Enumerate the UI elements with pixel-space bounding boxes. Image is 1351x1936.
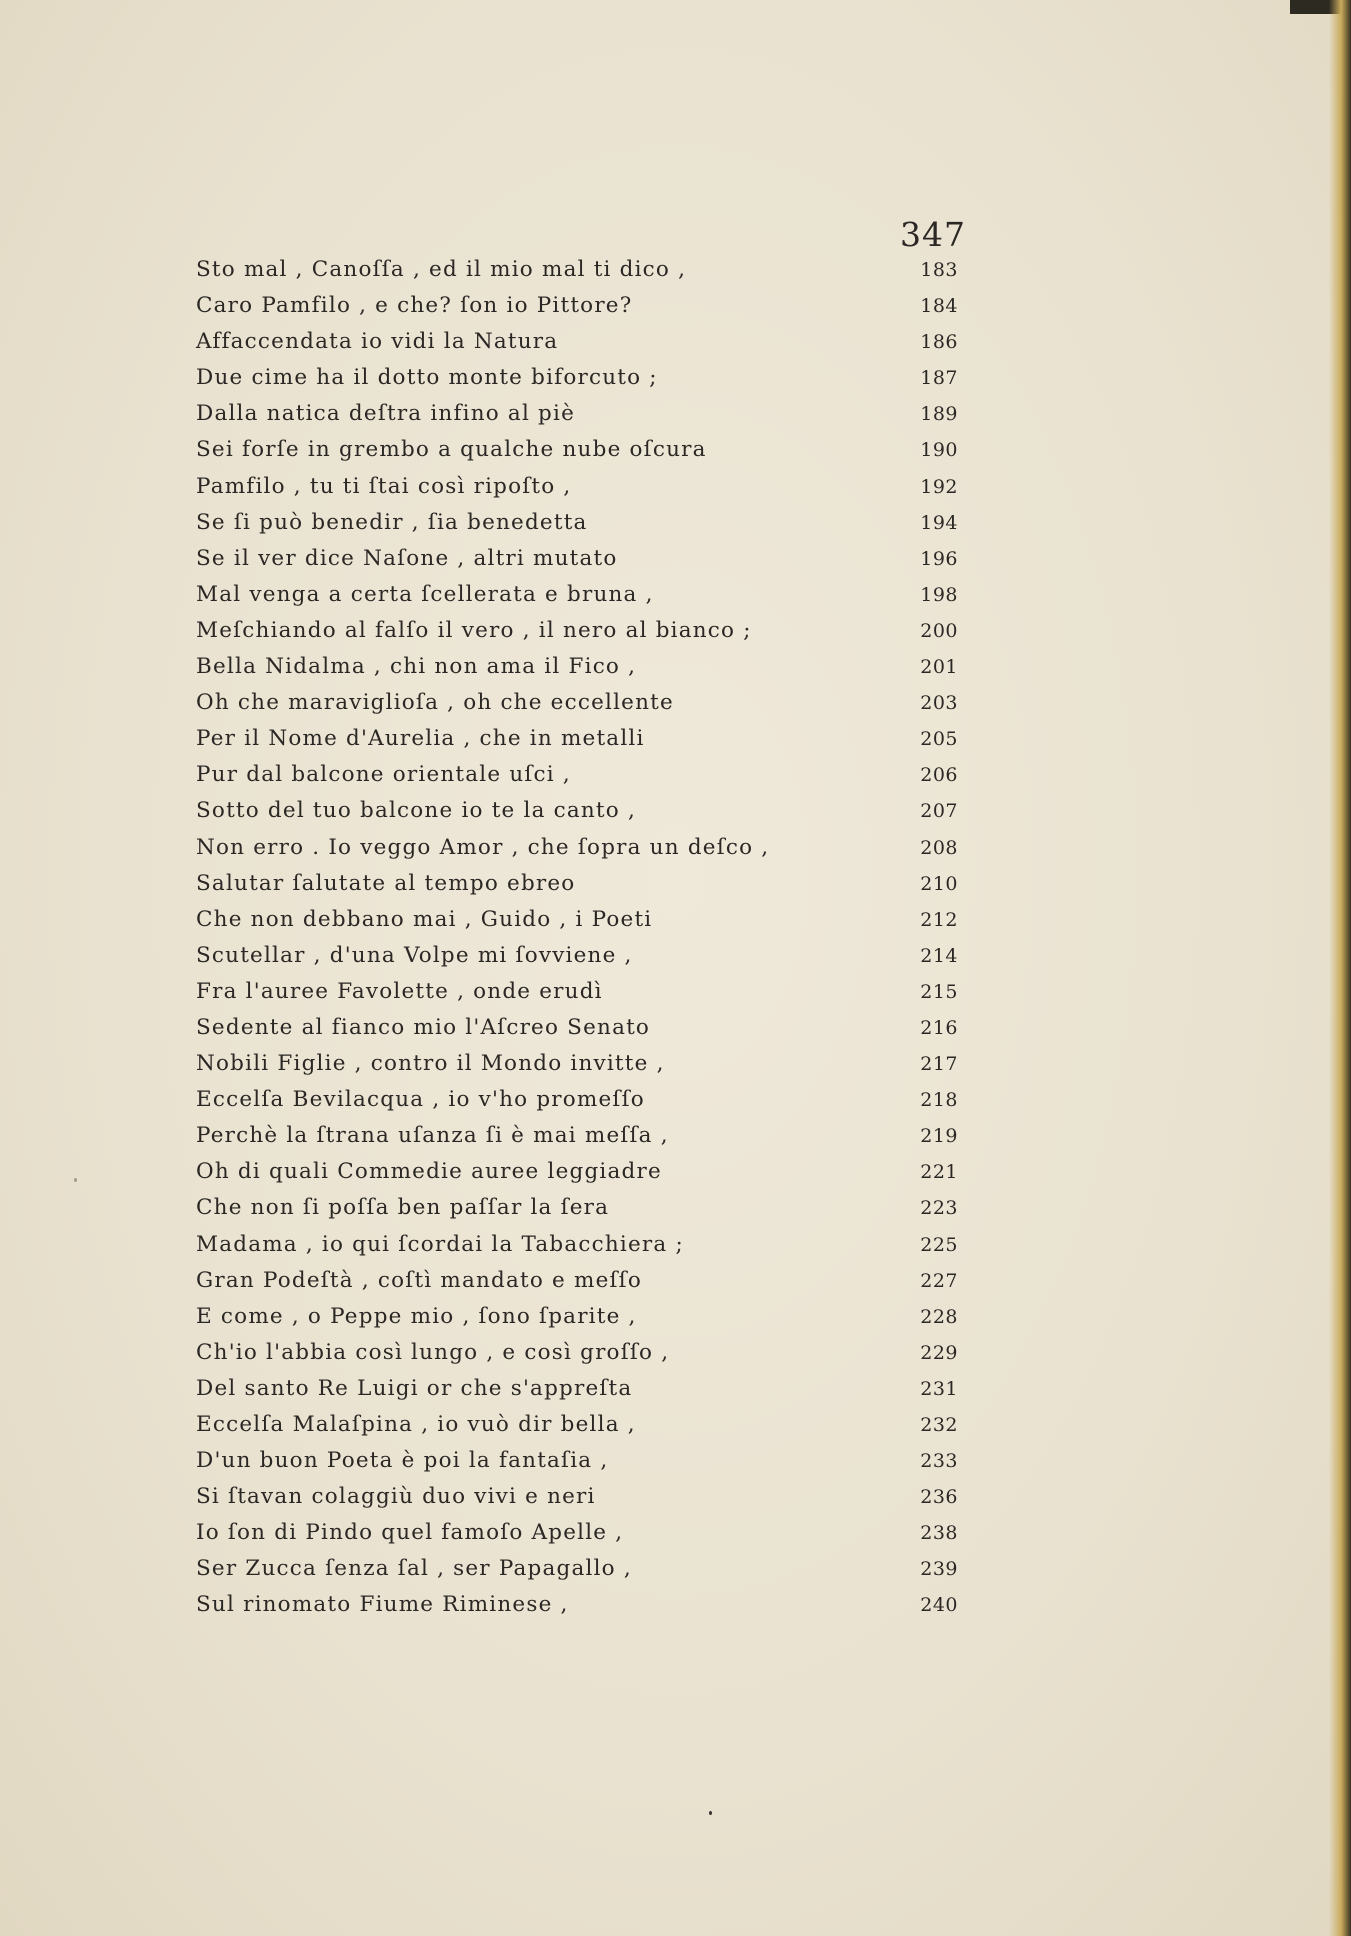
index-entry <box>196 257 958 293</box>
entry-page-number: 219 <box>920 1125 958 1148</box>
index-entry <box>196 293 958 329</box>
entry-first-line: Sedente al fianco mio l'Aſcreo Senato <box>196 1014 651 1040</box>
entry-page-number: 231 <box>920 1377 958 1400</box>
entry-first-line: Caro Pamfilo , e che? ſon io Pittore? <box>196 293 633 319</box>
entry-first-line: Se ſi può benedir , ſia benedetta <box>196 509 588 535</box>
entry-first-line: Sul rinomato Fiume Riminese , <box>196 1592 569 1618</box>
index-entry <box>196 690 958 726</box>
entry-first-line: Fra l'auree Favolette , onde erudì <box>196 978 603 1004</box>
index-entry <box>196 1520 958 1556</box>
entry-page-number: 228 <box>920 1305 958 1328</box>
index-entry <box>196 437 958 473</box>
index-entry <box>196 510 958 546</box>
index-entry <box>196 762 958 798</box>
index-entry <box>196 654 958 690</box>
index-entry <box>196 943 958 979</box>
entry-first-line: Affaccendata io vidi la Natura <box>196 329 559 355</box>
entry-page-number: 198 <box>920 583 958 606</box>
index-entry <box>196 1232 958 1268</box>
entry-page-number: 217 <box>920 1053 958 1076</box>
index-entry <box>196 726 958 762</box>
entry-first-line: Scutellar , d'una Volpe mi ſovviene , <box>196 942 633 968</box>
index-entry <box>196 1123 958 1159</box>
index-entry <box>196 907 958 943</box>
entry-first-line: Oh di quali Commedie auree leggiadre <box>196 1159 662 1185</box>
index-entry <box>196 365 958 401</box>
entry-page-number: 239 <box>920 1558 958 1581</box>
index-entry <box>196 871 958 907</box>
entry-page-number: 232 <box>920 1414 958 1436</box>
entry-page-number: 218 <box>920 1089 958 1112</box>
entry-page-number: 229 <box>920 1341 958 1364</box>
entry-first-line: D'un buon Poeta è poi la fantaſia , <box>196 1448 609 1474</box>
entry-page-number: 208 <box>920 836 958 859</box>
page-edge-right <box>1329 0 1351 1936</box>
index-entry <box>196 1484 958 1520</box>
entry-page-number: 238 <box>920 1522 958 1545</box>
entry-page-number: 212 <box>920 908 958 931</box>
entry-first-line: Ser Zucca ſenza ſal , ser Papagallo , <box>196 1556 632 1582</box>
entry-first-line: Gran Podeſtà , coſtì mandato e meſſo <box>196 1267 642 1293</box>
index-entry <box>196 401 958 437</box>
page-number: 347 <box>900 215 966 254</box>
entry-first-line: Pur dal balcone orientale uſci , <box>196 762 571 788</box>
index-entry <box>196 1376 958 1412</box>
index-entry <box>196 582 958 618</box>
entry-first-line: Io ſon di Pindo quel famoſo Apelle , <box>196 1520 624 1546</box>
index-entry <box>196 1592 958 1628</box>
entry-first-line: Per il Nome d'Aurelia , che in metalli <box>196 726 645 752</box>
entry-first-line: Se il ver dice Naſone , altri mutato <box>196 545 618 571</box>
entry-first-line: Sto mal , Canoſſa , ed il mio mal ti dico , <box>196 257 687 282</box>
index-entry <box>196 1340 958 1376</box>
entry-first-line: Due cime ha il dotto monte biforcuto ; <box>196 365 658 391</box>
entry-page-number: 205 <box>920 728 958 751</box>
entry-first-line: Si ſtavan colaggiù duo vivi e neri <box>196 1484 596 1510</box>
entry-first-line: Non erro . Io veggo Amor , che ſopra un deſco , <box>196 834 770 860</box>
entry-first-line: Pamfilo , tu ti ſtai così ripoſto , <box>196 473 572 499</box>
entry-page-number: 203 <box>920 692 958 715</box>
entry-first-line: Eccelſa Malaſpina , io vuò dir bella , <box>196 1412 636 1437</box>
index-entry <box>196 1159 958 1195</box>
entry-page-number: 196 <box>920 547 958 570</box>
entry-first-line: Sei forſe in grembo a qualche nube oſcura <box>196 437 707 463</box>
entry-page-number: 207 <box>920 800 958 823</box>
entry-page-number: 187 <box>920 367 958 390</box>
entry-page-number: 184 <box>920 295 958 318</box>
entry-page-number: 221 <box>920 1161 958 1184</box>
index-of-first-lines <box>196 257 958 1629</box>
index-entry <box>196 618 958 654</box>
index-entry <box>196 329 958 365</box>
ink-speck <box>74 1178 77 1182</box>
entry-first-line: Del santo Re Luigi or che s'appreſta <box>196 1375 633 1401</box>
entry-page-number: 214 <box>920 944 958 967</box>
entry-first-line: Che non debbano mai , Guido , i Poeti <box>196 906 653 932</box>
entry-page-number: 236 <box>920 1486 958 1509</box>
entry-page-number: 194 <box>920 511 958 534</box>
entry-page-number: 215 <box>920 980 958 1003</box>
entry-page-number: 216 <box>920 1016 958 1039</box>
entry-page-number: 201 <box>920 656 958 679</box>
index-entry <box>196 1448 958 1484</box>
index-entry <box>196 1268 958 1304</box>
index-entry <box>196 474 958 510</box>
entry-first-line: Oh che maraviglioſa , oh che eccellente <box>196 690 674 716</box>
entry-page-number: 206 <box>920 764 958 787</box>
entry-first-line: E come , o Peppe mio , ſono ſparite , <box>196 1303 637 1329</box>
index-entry <box>196 546 958 582</box>
entry-page-number: 189 <box>920 403 958 426</box>
index-entry <box>196 798 958 834</box>
entry-first-line: Ch'io l'abbia così lungo , e così groſſo , <box>196 1339 670 1365</box>
entry-page-number: 227 <box>920 1269 958 1292</box>
entry-first-line: Dalla natica deſtra infino al piè <box>196 401 576 427</box>
index-entry <box>196 1015 958 1051</box>
index-entry <box>196 1556 958 1592</box>
entry-first-line: Sotto del tuo balcone io te la canto , <box>196 798 636 824</box>
entry-page-number: 186 <box>920 331 958 354</box>
entry-first-line: Che non ſi poſſa ben paſſar la ſera <box>196 1195 610 1221</box>
entry-first-line: Bella Nidalma , chi non ama il Fico , <box>196 654 637 680</box>
entry-page-number: 183 <box>920 259 958 281</box>
entry-first-line: Madama , io qui ſcordai la Tabacchiera ; <box>196 1231 684 1257</box>
entry-page-number: 225 <box>920 1233 958 1256</box>
entry-page-number: 200 <box>920 619 958 642</box>
entry-first-line: Meſchiando al falſo il vero , il nero al bianco ; <box>196 617 752 643</box>
entry-page-number: 192 <box>920 475 958 498</box>
ink-speck <box>709 1811 712 1815</box>
index-entry <box>196 1051 958 1087</box>
entry-first-line: Salutar ſalutate al tempo ebreo <box>196 870 576 896</box>
entry-first-line: Nobili Figlie , contro il Mondo invitte , <box>196 1051 665 1077</box>
index-entry <box>196 1304 958 1340</box>
index-entry <box>196 1412 958 1448</box>
entry-page-number: 240 <box>920 1594 958 1617</box>
entry-first-line: Perchè la ſtrana uſanza ſi è mai meſſa , <box>196 1123 669 1149</box>
entry-page-number: 223 <box>920 1197 958 1220</box>
entry-first-line: Eccelſa Bevilacqua , io v'ho promeſſo <box>196 1087 645 1113</box>
index-entry <box>196 1087 958 1123</box>
index-entry <box>196 835 958 871</box>
index-entry <box>196 1195 958 1231</box>
entry-page-number: 233 <box>920 1450 958 1473</box>
entry-page-number: 210 <box>920 872 958 895</box>
entry-first-line: Mal venga a certa ſcellerata e bruna , <box>196 581 654 607</box>
index-entry <box>196 979 958 1015</box>
entry-page-number: 190 <box>920 439 958 462</box>
